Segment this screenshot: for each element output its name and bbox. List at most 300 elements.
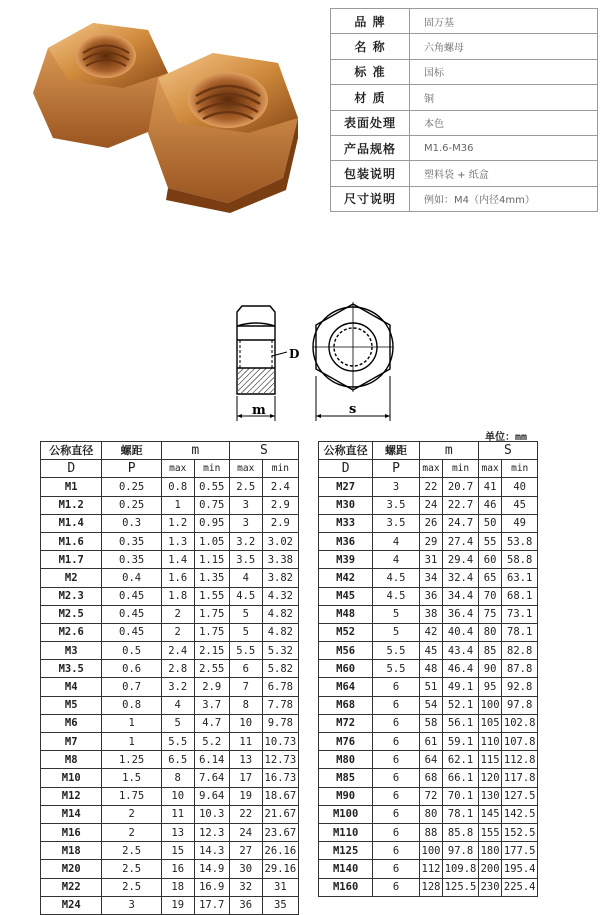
spec-label: 尺寸说明 <box>331 186 410 211</box>
cell-m-min: 125.5 <box>443 878 479 896</box>
cell-diameter: M8 <box>41 751 102 769</box>
cell-diameter: M4 <box>41 678 102 696</box>
cell-s-min: 53.8 <box>502 532 538 550</box>
spec-row <box>331 85 598 110</box>
cell-s-min: 7.78 <box>262 696 298 714</box>
spec-label: 名 称 <box>331 34 410 59</box>
cell-m-min: 29.4 <box>443 551 479 569</box>
cell-m-min: 14.3 <box>194 842 229 860</box>
header-row <box>319 442 538 460</box>
cell-s-max: 120 <box>478 769 502 787</box>
cell-m-max: 8 <box>161 769 194 787</box>
table-row <box>41 532 299 550</box>
cell-s-max: 100 <box>478 696 502 714</box>
cell-m-max: 11 <box>161 805 194 823</box>
cell-pitch: 6 <box>373 751 419 769</box>
cell-s-min: 4.32 <box>262 587 298 605</box>
cell-m-max: 0.8 <box>161 478 194 496</box>
table-row <box>41 623 299 641</box>
cell-m-max: 68 <box>419 769 443 787</box>
cell-diameter: M2.3 <box>41 587 102 605</box>
cell-diameter: M1.2 <box>41 496 102 514</box>
cell-pitch: 6 <box>373 678 419 696</box>
cell-m-min: 43.4 <box>443 642 479 660</box>
header-m-max: max <box>419 460 443 478</box>
table-row <box>41 896 299 914</box>
cell-diameter: M64 <box>319 678 373 696</box>
cell-s-max: 6 <box>229 660 262 678</box>
spec-value: 例如：M4（内径4mm） <box>410 186 598 211</box>
cell-m-min: 5.2 <box>194 733 229 751</box>
cell-m-max: 1.3 <box>161 532 194 550</box>
cell-s-max: 80 <box>478 623 502 641</box>
cell-m-min: 22.7 <box>443 496 479 514</box>
hex-nut-diagram <box>225 296 405 426</box>
cell-m-max: 1.8 <box>161 587 194 605</box>
table-row <box>319 587 538 605</box>
cell-s-max: 22 <box>229 805 262 823</box>
header-d: D <box>319 460 373 478</box>
cell-diameter: M3 <box>41 642 102 660</box>
cell-m-max: 34 <box>419 569 443 587</box>
cell-s-max: 230 <box>478 878 502 896</box>
cell-diameter: M52 <box>319 623 373 641</box>
cell-s-min: 102.8 <box>502 714 538 732</box>
spec-value: 铜 <box>410 85 598 110</box>
cell-pitch: 4.5 <box>373 569 419 587</box>
cell-m-max: 51 <box>419 678 443 696</box>
cell-m-min: 3.7 <box>194 696 229 714</box>
table-row <box>41 478 299 496</box>
cell-diameter: M22 <box>41 878 102 896</box>
cell-s-max: 13 <box>229 751 262 769</box>
cell-s-min: 29.16 <box>262 860 298 878</box>
header-s-max: max <box>229 460 262 478</box>
cell-diameter: M33 <box>319 514 373 532</box>
cell-s-min: 63.1 <box>502 569 538 587</box>
cell-s-min: 5.82 <box>262 660 298 678</box>
cell-m-min: 1.75 <box>194 623 229 641</box>
cell-m-max: 13 <box>161 823 194 841</box>
brass-hex-nuts-photo <box>8 8 308 218</box>
cell-m-max: 112 <box>419 860 443 878</box>
table-row <box>319 569 538 587</box>
cell-m-max: 6.5 <box>161 751 194 769</box>
cell-pitch: 0.45 <box>102 623 161 641</box>
cell-s-max: 145 <box>478 805 502 823</box>
cell-m-min: 52.1 <box>443 696 479 714</box>
cell-diameter: M3.5 <box>41 660 102 678</box>
cell-s-max: 5.5 <box>229 642 262 660</box>
cell-s-min: 2.9 <box>262 514 298 532</box>
cell-pitch: 3 <box>102 896 161 914</box>
table-row <box>319 769 538 787</box>
cell-m-min: 34.4 <box>443 587 479 605</box>
cell-pitch: 2.5 <box>102 878 161 896</box>
header-m: m <box>419 442 478 460</box>
cell-s-max: 3 <box>229 496 262 514</box>
cell-diameter: M14 <box>41 805 102 823</box>
spec-label: 表面处理 <box>331 110 410 135</box>
cell-diameter: M140 <box>319 860 373 878</box>
cell-pitch: 4 <box>373 551 419 569</box>
cell-m-max: 5 <box>161 714 194 732</box>
cell-diameter: M39 <box>319 551 373 569</box>
cell-pitch: 0.6 <box>102 660 161 678</box>
cell-diameter: M160 <box>319 878 373 896</box>
cell-s-max: 17 <box>229 769 262 787</box>
cell-s-max: 4 <box>229 569 262 587</box>
cell-s-max: 130 <box>478 787 502 805</box>
cell-m-min: 62.1 <box>443 751 479 769</box>
cell-s-max: 11 <box>229 733 262 751</box>
table-row <box>41 751 299 769</box>
spec-value: M1.6-M36 <box>410 135 598 160</box>
cell-m-max: 54 <box>419 696 443 714</box>
cell-diameter: M90 <box>319 787 373 805</box>
cell-diameter: M85 <box>319 769 373 787</box>
spec-row <box>331 186 598 211</box>
cell-s-min: 73.1 <box>502 605 538 623</box>
cell-m-max: 88 <box>419 823 443 841</box>
spec-label: 品 牌 <box>331 9 410 34</box>
cell-pitch: 1.5 <box>102 769 161 787</box>
cell-m-max: 29 <box>419 532 443 550</box>
cell-diameter: M1.4 <box>41 514 102 532</box>
header-m: m <box>161 442 229 460</box>
cell-m-max: 58 <box>419 714 443 732</box>
cell-diameter: M42 <box>319 569 373 587</box>
cell-m-max: 1.2 <box>161 514 194 532</box>
table-row <box>41 551 299 569</box>
cell-m-max: 2 <box>161 605 194 623</box>
cell-m-min: 85.8 <box>443 823 479 841</box>
cell-s-max: 3 <box>229 514 262 532</box>
cell-s-max: 55 <box>478 532 502 550</box>
cell-s-min: 35 <box>262 896 298 914</box>
table-row <box>319 532 538 550</box>
cell-diameter: M72 <box>319 714 373 732</box>
cell-s-max: 27 <box>229 842 262 860</box>
cell-m-max: 18 <box>161 878 194 896</box>
cell-m-min: 97.8 <box>443 842 479 860</box>
table-row <box>41 714 299 732</box>
header-m-min: min <box>443 460 479 478</box>
cell-s-max: 8 <box>229 696 262 714</box>
cell-diameter: M5 <box>41 696 102 714</box>
cell-m-max: 19 <box>161 896 194 914</box>
cell-s-max: 24 <box>229 823 262 841</box>
table-row <box>41 496 299 514</box>
table-row <box>319 642 538 660</box>
spec-label: 材 质 <box>331 85 410 110</box>
cell-pitch: 6 <box>373 769 419 787</box>
spec-value: 国标 <box>410 59 598 84</box>
cell-m-min: 1.15 <box>194 551 229 569</box>
cell-pitch: 3.5 <box>373 496 419 514</box>
diagram-label-m: m <box>252 403 266 418</box>
cell-s-max: 95 <box>478 678 502 696</box>
cell-m-min: 6.14 <box>194 751 229 769</box>
table-row <box>319 823 538 841</box>
table-row <box>319 623 538 641</box>
dimension-table-right <box>318 441 538 897</box>
cell-m-min: 40.4 <box>443 623 479 641</box>
cell-s-min: 97.8 <box>502 696 538 714</box>
table-row <box>41 642 299 660</box>
cell-pitch: 0.45 <box>102 587 161 605</box>
table-row <box>319 496 538 514</box>
header-d: D <box>41 460 102 478</box>
cell-s-max: 5 <box>229 623 262 641</box>
cell-s-min: 127.5 <box>502 787 538 805</box>
cell-pitch: 1 <box>102 733 161 751</box>
spec-label: 标 准 <box>331 59 410 84</box>
table-row <box>319 514 538 532</box>
cell-m-min: 46.4 <box>443 660 479 678</box>
cell-pitch: 4.5 <box>373 587 419 605</box>
cell-s-min: 58.8 <box>502 551 538 569</box>
cell-m-min: 16.9 <box>194 878 229 896</box>
cell-m-max: 16 <box>161 860 194 878</box>
cell-s-max: 110 <box>478 733 502 751</box>
cell-m-min: 59.1 <box>443 733 479 751</box>
cell-s-min: 68.1 <box>502 587 538 605</box>
cell-m-max: 26 <box>419 514 443 532</box>
cell-m-min: 78.1 <box>443 805 479 823</box>
cell-m-min: 24.7 <box>443 514 479 532</box>
cell-pitch: 0.3 <box>102 514 161 532</box>
table-row <box>41 878 299 896</box>
cell-s-min: 82.8 <box>502 642 538 660</box>
cell-diameter: M2.5 <box>41 605 102 623</box>
cell-pitch: 0.35 <box>102 551 161 569</box>
cell-s-max: 200 <box>478 860 502 878</box>
cell-diameter: M60 <box>319 660 373 678</box>
cell-diameter: M68 <box>319 696 373 714</box>
cell-pitch: 2 <box>102 823 161 841</box>
header-s: S <box>478 442 537 460</box>
cell-s-max: 180 <box>478 842 502 860</box>
table-row <box>319 733 538 751</box>
cell-pitch: 6 <box>373 860 419 878</box>
diagram-label-d: D <box>289 347 300 361</box>
cell-s-min: 31 <box>262 878 298 896</box>
header-s-min: min <box>262 460 298 478</box>
cell-s-max: 90 <box>478 660 502 678</box>
cell-m-min: 27.4 <box>443 532 479 550</box>
cell-diameter: M110 <box>319 823 373 841</box>
cell-m-max: 10 <box>161 787 194 805</box>
table-row <box>41 660 299 678</box>
spec-label: 包装说明 <box>331 161 410 186</box>
cell-s-min: 3.02 <box>262 532 298 550</box>
cell-s-min: 26.16 <box>262 842 298 860</box>
cell-s-max: 46 <box>478 496 502 514</box>
cell-pitch: 3 <box>373 478 419 496</box>
cell-diameter: M45 <box>319 587 373 605</box>
spec-label: 产品规格 <box>331 135 410 160</box>
cell-s-max: 32 <box>229 878 262 896</box>
spec-row <box>331 59 598 84</box>
header-nominal-diameter: 公称直径 <box>319 442 373 460</box>
cell-m-min: 10.3 <box>194 805 229 823</box>
cell-pitch: 2.5 <box>102 860 161 878</box>
cell-pitch: 6 <box>373 696 419 714</box>
cell-pitch: 6 <box>373 823 419 841</box>
cell-pitch: 5.5 <box>373 642 419 660</box>
cell-diameter: M18 <box>41 842 102 860</box>
table-row <box>319 478 538 496</box>
cell-diameter: M100 <box>319 805 373 823</box>
header-nominal-diameter: 公称直径 <box>41 442 102 460</box>
header-pitch: 螺距 <box>102 442 161 460</box>
cell-s-max: 75 <box>478 605 502 623</box>
cell-m-max: 100 <box>419 842 443 860</box>
table-row <box>41 842 299 860</box>
cell-m-min: 0.75 <box>194 496 229 514</box>
table-row <box>41 860 299 878</box>
cell-m-min: 49.1 <box>443 678 479 696</box>
header-p: P <box>102 460 161 478</box>
cell-s-max: 3.2 <box>229 532 262 550</box>
table-row <box>41 823 299 841</box>
spec-value: 塑料袋 + 纸盒 <box>410 161 598 186</box>
table-row <box>41 605 299 623</box>
header-p: P <box>373 460 419 478</box>
table-row <box>319 660 538 678</box>
cell-s-max: 41 <box>478 478 502 496</box>
cell-m-max: 45 <box>419 642 443 660</box>
cell-pitch: 6 <box>373 878 419 896</box>
cell-s-max: 65 <box>478 569 502 587</box>
cell-diameter: M2.6 <box>41 623 102 641</box>
cell-diameter: M27 <box>319 478 373 496</box>
cell-m-max: 15 <box>161 842 194 860</box>
cell-m-min: 2.15 <box>194 642 229 660</box>
spec-row <box>331 135 598 160</box>
table-row <box>41 733 299 751</box>
cell-diameter: M12 <box>41 787 102 805</box>
cell-m-min: 1.35 <box>194 569 229 587</box>
cell-pitch: 0.25 <box>102 478 161 496</box>
cell-s-min: 2.9 <box>262 496 298 514</box>
cell-diameter: M6 <box>41 714 102 732</box>
cell-s-min: 152.5 <box>502 823 538 841</box>
dimension-table-left <box>40 441 299 915</box>
cell-m-max: 24 <box>419 496 443 514</box>
cell-m-min: 12.3 <box>194 823 229 841</box>
cell-diameter: M30 <box>319 496 373 514</box>
header-row <box>41 442 299 460</box>
cell-s-max: 19 <box>229 787 262 805</box>
cell-s-min: 9.78 <box>262 714 298 732</box>
spec-table <box>330 8 598 212</box>
cell-m-min: 0.55 <box>194 478 229 496</box>
cell-s-min: 21.67 <box>262 805 298 823</box>
cell-s-min: 225.4 <box>502 878 538 896</box>
cell-s-min: 4.82 <box>262 605 298 623</box>
cell-s-min: 78.1 <box>502 623 538 641</box>
header-s-max: max <box>478 460 502 478</box>
cell-pitch: 5 <box>373 623 419 641</box>
cell-diameter: M16 <box>41 823 102 841</box>
table-row <box>41 587 299 605</box>
cell-m-max: 1.6 <box>161 569 194 587</box>
cell-s-min: 12.73 <box>262 751 298 769</box>
cell-m-max: 64 <box>419 751 443 769</box>
cell-s-min: 16.73 <box>262 769 298 787</box>
cell-diameter: M1.7 <box>41 551 102 569</box>
cell-s-min: 112.8 <box>502 751 538 769</box>
spec-value: 本色 <box>410 110 598 135</box>
cell-s-max: 70 <box>478 587 502 605</box>
cell-s-min: 23.67 <box>262 823 298 841</box>
cell-m-min: 2.9 <box>194 678 229 696</box>
cell-m-max: 2.4 <box>161 642 194 660</box>
cell-s-min: 5.32 <box>262 642 298 660</box>
spec-row <box>331 110 598 135</box>
cell-s-max: 10 <box>229 714 262 732</box>
cell-s-min: 2.4 <box>262 478 298 496</box>
cell-s-max: 7 <box>229 678 262 696</box>
cell-m-max: 22 <box>419 478 443 496</box>
cell-s-min: 10.73 <box>262 733 298 751</box>
cell-m-min: 109.8 <box>443 860 479 878</box>
table-row <box>41 514 299 532</box>
cell-s-min: 107.8 <box>502 733 538 751</box>
cell-diameter: M76 <box>319 733 373 751</box>
cell-pitch: 4 <box>373 532 419 550</box>
cell-s-max: 115 <box>478 751 502 769</box>
cell-m-max: 31 <box>419 551 443 569</box>
cell-diameter: M20 <box>41 860 102 878</box>
cell-m-max: 42 <box>419 623 443 641</box>
cell-m-min: 0.95 <box>194 514 229 532</box>
spec-value: 固万基 <box>410 9 598 34</box>
cell-pitch: 0.5 <box>102 642 161 660</box>
cell-pitch: 1.25 <box>102 751 161 769</box>
cell-m-max: 72 <box>419 787 443 805</box>
cell-m-max: 3.2 <box>161 678 194 696</box>
cell-m-min: 1.05 <box>194 532 229 550</box>
header-pitch: 螺距 <box>373 442 419 460</box>
table-row <box>319 678 538 696</box>
table-row <box>319 696 538 714</box>
table-row <box>41 769 299 787</box>
cell-s-min: 4.82 <box>262 623 298 641</box>
header-m-max: max <box>161 460 194 478</box>
cell-pitch: 0.25 <box>102 496 161 514</box>
cell-s-min: 45 <box>502 496 538 514</box>
cell-diameter: M2 <box>41 569 102 587</box>
cell-s-max: 60 <box>478 551 502 569</box>
cell-pitch: 1 <box>102 714 161 732</box>
diagram-label-s: s <box>349 402 357 417</box>
cell-m-max: 38 <box>419 605 443 623</box>
table-row <box>319 805 538 823</box>
cell-m-max: 2.8 <box>161 660 194 678</box>
cell-s-min: 3.38 <box>262 551 298 569</box>
cell-diameter: M125 <box>319 842 373 860</box>
cell-s-min: 92.8 <box>502 678 538 696</box>
cell-m-max: 1 <box>161 496 194 514</box>
cell-pitch: 0.8 <box>102 696 161 714</box>
cell-s-min: 40 <box>502 478 538 496</box>
cell-m-max: 1.4 <box>161 551 194 569</box>
cell-pitch: 0.7 <box>102 678 161 696</box>
cell-pitch: 0.35 <box>102 532 161 550</box>
